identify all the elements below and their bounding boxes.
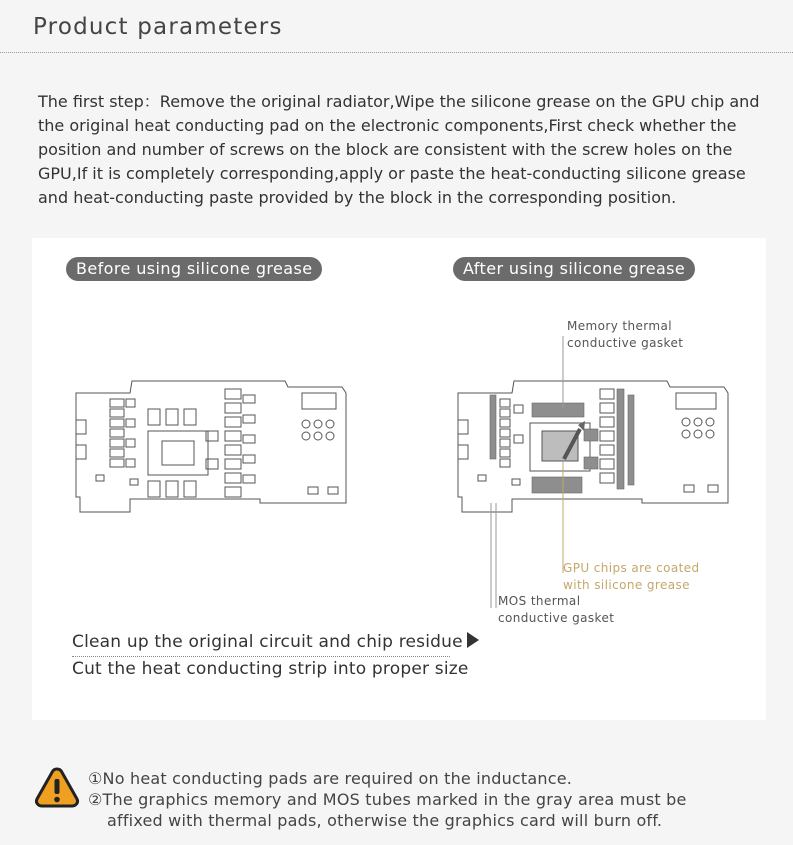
gpu-callout xyxy=(563,560,700,594)
warning-notes xyxy=(88,768,687,831)
gpu-callout-line2: with silicone grease xyxy=(563,578,690,592)
note-2: ②The graphics memory and MOS tubes marked in the gray area must be xyxy=(88,790,687,809)
note-2-continued: affixed with thermal pads, otherwise the graphics card will burn off. xyxy=(107,811,663,830)
step-clean-up xyxy=(72,632,479,652)
gpu-callout-line1: GPU chips are coated xyxy=(563,561,700,575)
play-arrow-icon xyxy=(467,632,479,648)
step-cut-strip: Cut the heat conducting strip into proper size xyxy=(72,659,469,679)
warning-icon xyxy=(34,766,80,808)
note-1: ①No heat conducting pads are required on the inductance. xyxy=(88,769,573,788)
page-title: Product parameters xyxy=(33,14,283,40)
before-label: Before using silicone grease xyxy=(66,257,322,281)
mos-callout-line1: MOS thermal xyxy=(498,594,581,608)
step-divider xyxy=(72,656,450,657)
mos-callout xyxy=(498,593,614,627)
step-clean-up-text: Clean up the original circuit and chip residue xyxy=(72,632,463,652)
mos-callout-line2: conductive gasket xyxy=(498,611,615,625)
intro-paragraph: The first step：Remove the original radiator,Wipe the silicone grease on the GPU chip and the original heat conducting pad on the electronic components,First check whether the position and number of screws on the block are consistent with the screw holes on the GPU,If it is completely corresponding,apply or paste the heat-conducting silicone grease and heat-conducting paste provided by the block in the corresponding position. xyxy=(38,92,760,207)
memory-callout-line1: Memory thermal xyxy=(567,319,673,333)
memory-callout-line2: conductive gasket xyxy=(567,336,684,350)
after-label: After using silicone grease xyxy=(453,257,695,281)
memory-callout xyxy=(567,318,683,352)
